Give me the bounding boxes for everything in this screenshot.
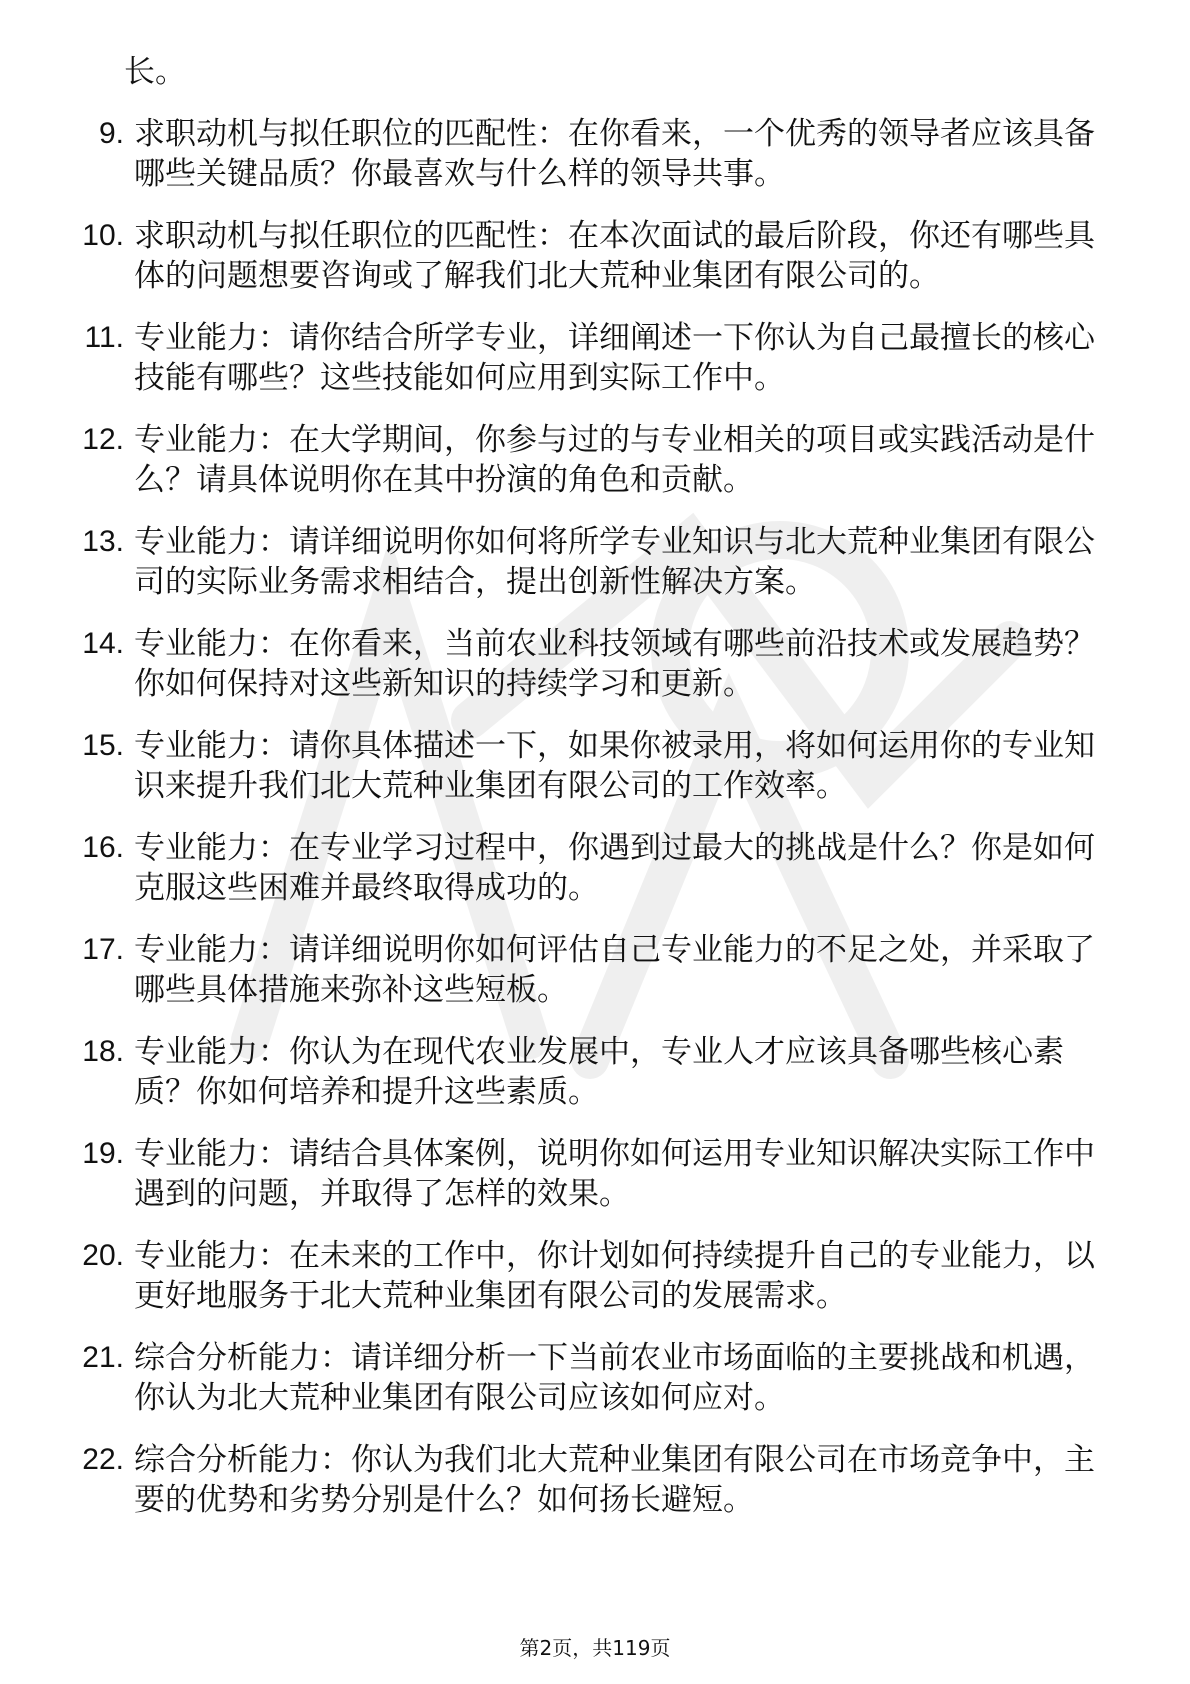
question-text: 专业能力：在未来的工作中，你计划如何持续提升自己的专业能力，以更好地服务于北大荒种业集团有限公司的发展需求。 bbox=[134, 1238, 1095, 1314]
continuation-text: 长。 bbox=[124, 54, 186, 90]
question-item bbox=[72, 624, 1122, 704]
question-text: 专业能力：请你具体描述一下，如果你被录用，将如何运用你的专业知识来提升我们北大荒种业集团有限公司的工作效率。 bbox=[134, 728, 1095, 804]
document-body bbox=[72, 52, 1122, 1542]
question-text: 专业能力：在大学期间，你参与过的与专业相关的项目或实践活动是什么？请具体说明你在其中扮演的角色和贡献。 bbox=[134, 422, 1095, 498]
question-number: 17. bbox=[82, 933, 124, 966]
question-text: 专业能力：在你看来，当前农业科技领域有哪些前沿技术或发展趋势？你如何保持对这些新知识的持续学习和更新。 bbox=[134, 626, 1095, 702]
question-item bbox=[72, 114, 1122, 194]
question-number: 13. bbox=[82, 525, 124, 558]
question-number: 9. bbox=[98, 117, 124, 150]
question-number: 18. bbox=[82, 1035, 124, 1068]
question-number: 11. bbox=[84, 321, 124, 354]
question-number: 16. bbox=[82, 831, 124, 864]
question-item bbox=[72, 420, 1122, 500]
question-item bbox=[72, 1032, 1122, 1112]
question-item bbox=[72, 318, 1122, 398]
question-number: 22. bbox=[82, 1443, 124, 1476]
question-item bbox=[72, 1236, 1122, 1316]
question-number: 21. bbox=[82, 1341, 124, 1374]
question-text: 求职动机与拟任职位的匹配性：在本次面试的最后阶段，你还有哪些具体的问题想要咨询或了解我们北大荒种业集团有限公司的。 bbox=[134, 218, 1095, 294]
question-list bbox=[72, 114, 1122, 1520]
question-item bbox=[72, 828, 1122, 908]
question-text: 综合分析能力：请详细分析一下当前农业市场面临的主要挑战和机遇，你认为北大荒种业集团有限公司应该如何应对。 bbox=[134, 1340, 1095, 1416]
question-text: 专业能力：请详细说明你如何将所学专业知识与北大荒种业集团有限公司的实际业务需求相结合，提出创新性解决方案。 bbox=[134, 524, 1095, 600]
question-item bbox=[72, 1134, 1122, 1214]
question-number: 10. bbox=[82, 219, 124, 252]
question-text: 专业能力：你认为在现代农业发展中，专业人才应该具备哪些核心素质？你如何培养和提升这些素质。 bbox=[134, 1034, 1064, 1110]
question-text: 专业能力：请你结合所学专业，详细阐述一下你认为自己最擅长的核心技能有哪些？这些技能如何应用到实际工作中。 bbox=[134, 320, 1095, 396]
question-text: 专业能力：请结合具体案例，说明你如何运用专业知识解决实际工作中遇到的问题，并取得了怎样的效果。 bbox=[134, 1136, 1095, 1212]
question-item bbox=[72, 1338, 1122, 1418]
question-text: 求职动机与拟任职位的匹配性：在你看来，一个优秀的领导者应该具备哪些关键品质？你最喜欢与什么样的领导共事。 bbox=[134, 116, 1095, 192]
question-text: 综合分析能力：你认为我们北大荒种业集团有限公司在市场竞争中，主要的优势和劣势分别是什么？如何扬长避短。 bbox=[134, 1442, 1095, 1518]
question-item bbox=[72, 1440, 1122, 1520]
question-number: 15. bbox=[82, 729, 124, 762]
page-footer: 第2页，共119页 bbox=[519, 1636, 671, 1660]
question-number: 19. bbox=[82, 1137, 124, 1170]
question-item bbox=[72, 930, 1122, 1010]
question-text: 专业能力：在专业学习过程中，你遇到过最大的挑战是什么？你是如何克服这些困难并最终取得成功的。 bbox=[134, 830, 1095, 906]
question-number: 20. bbox=[82, 1239, 124, 1272]
question-item bbox=[72, 216, 1122, 296]
question-item bbox=[72, 726, 1122, 806]
question-number: 12. bbox=[82, 423, 124, 456]
question-item bbox=[72, 522, 1122, 602]
question-text: 专业能力：请详细说明你如何评估自己专业能力的不足之处，并采取了哪些具体措施来弥补这些短板。 bbox=[134, 932, 1095, 1008]
question-number: 14. bbox=[82, 627, 124, 660]
